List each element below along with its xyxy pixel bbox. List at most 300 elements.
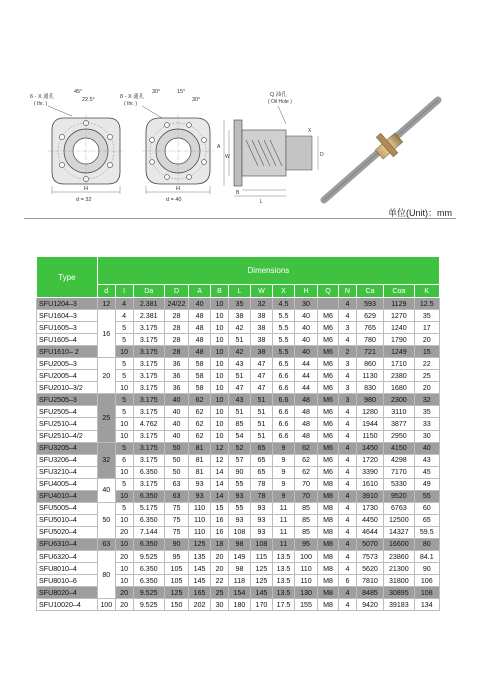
cell-x: 5.5 bbox=[272, 310, 294, 322]
cell-l: 52 bbox=[228, 442, 250, 454]
flange1-thru-label: ( thr. ) bbox=[34, 101, 48, 107]
cell-b: 12 bbox=[211, 454, 229, 466]
cell-q: M6 bbox=[318, 334, 339, 346]
cell-h: 130 bbox=[294, 587, 317, 599]
cell-w: 125 bbox=[250, 563, 272, 575]
cell-x: 13.5 bbox=[272, 550, 294, 562]
cell-da: 3.175 bbox=[133, 442, 164, 454]
cell-type: SFU2510–4/2 bbox=[37, 430, 98, 442]
cell-b: 10 bbox=[211, 394, 229, 406]
cell-coa: 1710 bbox=[384, 358, 414, 370]
cell-w: 51 bbox=[250, 394, 272, 406]
cell-n: 4 bbox=[339, 502, 357, 514]
cell-l: 42 bbox=[228, 346, 250, 358]
cell-da: 3.175 bbox=[133, 370, 164, 382]
flange1-angle1: 45° bbox=[74, 89, 83, 95]
flange2-d-label: d = 40 bbox=[166, 197, 182, 203]
cell-q: M6 bbox=[318, 370, 339, 382]
cell-q: M6 bbox=[318, 406, 339, 418]
cell-h: 48 bbox=[294, 406, 317, 418]
cell-q: M8 bbox=[318, 538, 339, 550]
cell-d: 105 bbox=[164, 575, 188, 587]
column-header-ca: Ca bbox=[356, 285, 383, 298]
cell-da: 6.350 bbox=[133, 466, 164, 478]
cell-q: M6 bbox=[318, 394, 339, 406]
cell-a: 93 bbox=[189, 490, 211, 502]
cell-a: 145 bbox=[189, 575, 211, 587]
cell-a: 62 bbox=[189, 394, 211, 406]
cell-i: 10 bbox=[115, 538, 133, 550]
cell-coa: 23860 bbox=[384, 550, 414, 562]
dim-label-a: A bbox=[217, 144, 221, 150]
cell-x: 6.6 bbox=[272, 406, 294, 418]
cell-l: 149 bbox=[228, 550, 250, 562]
cell-w: 93 bbox=[250, 502, 272, 514]
cell-h: 110 bbox=[294, 563, 317, 575]
cell-n: 4 bbox=[339, 466, 357, 478]
cell-ca: 1450 bbox=[356, 442, 383, 454]
cell-w: 47 bbox=[250, 382, 272, 394]
cell-x: 5.5 bbox=[272, 346, 294, 358]
cell-a: 40 bbox=[189, 298, 211, 310]
cell-d: 16 bbox=[97, 310, 115, 358]
cell-k: 20 bbox=[414, 382, 439, 394]
cell-i: 10 bbox=[115, 418, 133, 430]
cell-d: 40 bbox=[164, 418, 188, 430]
flange-view-6-holes bbox=[30, 89, 124, 203]
cell-l: 51 bbox=[228, 370, 250, 382]
cell-a: 110 bbox=[189, 502, 211, 514]
cell-l: 118 bbox=[228, 575, 250, 587]
cell-w: 38 bbox=[250, 322, 272, 334]
cell-n: 4 bbox=[339, 418, 357, 430]
cell-i: 10 bbox=[115, 346, 133, 358]
cell-a: 93 bbox=[189, 478, 211, 490]
specification-table bbox=[36, 256, 440, 611]
cell-w: 108 bbox=[250, 538, 272, 550]
drawings-svg bbox=[24, 86, 456, 218]
cell-da: 7.144 bbox=[133, 526, 164, 538]
cell-n: 4 bbox=[339, 334, 357, 346]
cell-ca: 4450 bbox=[356, 514, 383, 526]
cell-i: 20 bbox=[115, 526, 133, 538]
cell-q: M8 bbox=[318, 575, 339, 587]
cell-h: 85 bbox=[294, 502, 317, 514]
cell-d: 100 bbox=[97, 599, 115, 611]
table-row bbox=[37, 526, 440, 538]
dim-label-b: B bbox=[236, 190, 240, 196]
cell-k: 90 bbox=[414, 563, 439, 575]
cell-a: 62 bbox=[189, 406, 211, 418]
cell-d: 75 bbox=[164, 514, 188, 526]
cell-n: 4 bbox=[339, 538, 357, 550]
cell-x: 9 bbox=[272, 466, 294, 478]
cell-coa: 1129 bbox=[384, 298, 414, 310]
cell-d: 150 bbox=[164, 599, 188, 611]
cell-n: 4 bbox=[339, 514, 357, 526]
cell-x: 6.6 bbox=[272, 382, 294, 394]
cell-w: 145 bbox=[250, 587, 272, 599]
cell-ca: 1280 bbox=[356, 406, 383, 418]
cell-b: 16 bbox=[211, 526, 229, 538]
cell-coa: 3110 bbox=[384, 406, 414, 418]
cell-d: 125 bbox=[164, 587, 188, 599]
cell-d: 40 bbox=[164, 430, 188, 442]
cell-coa: 1790 bbox=[384, 334, 414, 346]
cell-coa: 4298 bbox=[384, 454, 414, 466]
cell-type: SFU10020–4 bbox=[37, 599, 98, 611]
cell-b: 10 bbox=[211, 358, 229, 370]
cell-d: 50 bbox=[164, 454, 188, 466]
column-header-a: A bbox=[189, 285, 211, 298]
cell-k: 30 bbox=[414, 430, 439, 442]
cell-h: 40 bbox=[294, 334, 317, 346]
cell-q: M6 bbox=[318, 322, 339, 334]
cell-i: 10 bbox=[115, 466, 133, 478]
cell-ca: 1130 bbox=[356, 370, 383, 382]
cell-h: 85 bbox=[294, 526, 317, 538]
cell-i: 10 bbox=[115, 382, 133, 394]
cell-h: 44 bbox=[294, 358, 317, 370]
cell-i: 10 bbox=[115, 514, 133, 526]
column-header-coa: Coa bbox=[384, 285, 414, 298]
cell-i: 20 bbox=[115, 587, 133, 599]
cell-d: 36 bbox=[164, 382, 188, 394]
cell-h: 40 bbox=[294, 310, 317, 322]
cell-i: 4 bbox=[115, 298, 133, 310]
cell-l: 85 bbox=[228, 418, 250, 430]
table-row bbox=[37, 310, 440, 322]
dim-label-d: D bbox=[320, 152, 324, 158]
cell-type: SFU3210–4 bbox=[37, 466, 98, 478]
cell-type: SFU2505–4 bbox=[37, 406, 98, 418]
cell-b: 30 bbox=[211, 599, 229, 611]
cell-n: 4 bbox=[339, 587, 357, 599]
cell-k: 84.1 bbox=[414, 550, 439, 562]
cell-a: 58 bbox=[189, 358, 211, 370]
table-row bbox=[37, 334, 440, 346]
cell-k: 59.5 bbox=[414, 526, 439, 538]
cell-x: 6.5 bbox=[272, 358, 294, 370]
cell-h: 85 bbox=[294, 514, 317, 526]
cell-l: 43 bbox=[228, 358, 250, 370]
cell-coa: 5330 bbox=[384, 478, 414, 490]
cell-q bbox=[318, 298, 339, 310]
cell-da: 9.525 bbox=[133, 599, 164, 611]
cell-d: 32 bbox=[97, 442, 115, 478]
table-row bbox=[37, 490, 440, 502]
cell-n: 4 bbox=[339, 490, 357, 502]
cell-l: 38 bbox=[228, 310, 250, 322]
cell-q: M6 bbox=[318, 346, 339, 358]
cell-ca: 780 bbox=[356, 334, 383, 346]
cell-d: 105 bbox=[164, 563, 188, 575]
column-header-q: Q bbox=[318, 285, 339, 298]
cell-coa: 21300 bbox=[384, 563, 414, 575]
cell-i: 6 bbox=[115, 454, 133, 466]
cell-l: 93 bbox=[228, 490, 250, 502]
cell-k: 55 bbox=[414, 490, 439, 502]
cell-b: 10 bbox=[211, 406, 229, 418]
nut-side-view bbox=[217, 90, 324, 205]
column-header-b: B bbox=[211, 285, 229, 298]
cell-k: 80 bbox=[414, 538, 439, 550]
cell-type: SFU2010–3/2 bbox=[37, 382, 98, 394]
cell-type: SFU1610– 2 bbox=[37, 346, 98, 358]
cell-x: 11 bbox=[272, 514, 294, 526]
cell-a: 110 bbox=[189, 526, 211, 538]
cell-coa: 9520 bbox=[384, 490, 414, 502]
cell-h: 100 bbox=[294, 550, 317, 562]
column-header-h: H bbox=[294, 285, 317, 298]
cell-b: 10 bbox=[211, 430, 229, 442]
cell-q: M6 bbox=[318, 418, 339, 430]
cell-a: 48 bbox=[189, 334, 211, 346]
cell-da: 3.175 bbox=[133, 346, 164, 358]
cell-l: 90 bbox=[228, 466, 250, 478]
cell-da: 6.350 bbox=[133, 538, 164, 550]
cell-h: 70 bbox=[294, 478, 317, 490]
cell-a: 110 bbox=[189, 514, 211, 526]
cell-i: 5 bbox=[115, 478, 133, 490]
oil-hole-label: Q 油孔 bbox=[270, 92, 287, 98]
cell-b: 10 bbox=[211, 346, 229, 358]
cell-b: 18 bbox=[211, 538, 229, 550]
cell-da: 9.525 bbox=[133, 550, 164, 562]
cell-w: 93 bbox=[250, 526, 272, 538]
cell-q: M6 bbox=[318, 466, 339, 478]
column-header-i: I bbox=[115, 285, 133, 298]
oil-hole-en-label: ( Oil Hole ) bbox=[268, 99, 292, 105]
cell-da: 3.175 bbox=[133, 358, 164, 370]
cell-k: 12.5 bbox=[414, 298, 439, 310]
cell-l: 108 bbox=[228, 526, 250, 538]
cell-k: 33 bbox=[414, 418, 439, 430]
cell-k: 106 bbox=[414, 575, 439, 587]
cell-type: SFU3205–4 bbox=[37, 442, 98, 454]
cell-b: 14 bbox=[211, 466, 229, 478]
cell-ca: 7573 bbox=[356, 550, 383, 562]
cell-ca: 9420 bbox=[356, 599, 383, 611]
cell-x: 11 bbox=[272, 538, 294, 550]
spec-table-body bbox=[37, 298, 440, 611]
cell-ca: 1150 bbox=[356, 430, 383, 442]
cell-k: 35 bbox=[414, 406, 439, 418]
cell-b: 10 bbox=[211, 334, 229, 346]
cell-x: 17.5 bbox=[272, 599, 294, 611]
cell-q: M8 bbox=[318, 478, 339, 490]
cell-coa: 2380 bbox=[384, 370, 414, 382]
cell-q: M6 bbox=[318, 442, 339, 454]
cell-x: 9 bbox=[272, 442, 294, 454]
cell-x: 9 bbox=[272, 478, 294, 490]
cell-da: 2.381 bbox=[133, 310, 164, 322]
cell-k: 20 bbox=[414, 334, 439, 346]
cell-n: 4 bbox=[339, 370, 357, 382]
cell-type: SFU2505–3 bbox=[37, 394, 98, 406]
cell-type: SFU8020–4 bbox=[37, 587, 98, 599]
cell-b: 14 bbox=[211, 478, 229, 490]
cell-type: SFU6320–4 bbox=[37, 550, 98, 562]
cell-d: 28 bbox=[164, 346, 188, 358]
cell-w: 115 bbox=[250, 550, 272, 562]
cell-d: 40 bbox=[97, 478, 115, 502]
cell-d: 12 bbox=[97, 298, 115, 310]
cell-da: 3.175 bbox=[133, 394, 164, 406]
cell-n: 4 bbox=[339, 442, 357, 454]
cell-da: 6.350 bbox=[133, 514, 164, 526]
cell-da: 3.175 bbox=[133, 322, 164, 334]
cell-n: 4 bbox=[339, 550, 357, 562]
cell-coa: 1270 bbox=[384, 310, 414, 322]
cell-type: SFU1604–3 bbox=[37, 310, 98, 322]
dim-label-l: L bbox=[260, 199, 263, 205]
cell-q: M8 bbox=[318, 599, 339, 611]
cell-h: 95 bbox=[294, 538, 317, 550]
spec-table bbox=[36, 256, 440, 611]
cell-b: 14 bbox=[211, 490, 229, 502]
ball-screw-photo bbox=[324, 100, 438, 200]
cell-l: 154 bbox=[228, 587, 250, 599]
cell-i: 10 bbox=[115, 490, 133, 502]
cell-type: SFU1605–3 bbox=[37, 322, 98, 334]
cell-ca: 1944 bbox=[356, 418, 383, 430]
cell-x: 13.5 bbox=[272, 587, 294, 599]
column-header-k: K bbox=[414, 285, 439, 298]
cell-w: 65 bbox=[250, 442, 272, 454]
table-row bbox=[37, 575, 440, 587]
cell-d: 40 bbox=[164, 394, 188, 406]
cell-w: 51 bbox=[250, 418, 272, 430]
cell-k: 17 bbox=[414, 322, 439, 334]
cell-da: 4.762 bbox=[133, 418, 164, 430]
cell-l: 180 bbox=[228, 599, 250, 611]
cell-ca: 5070 bbox=[356, 538, 383, 550]
cell-h: 48 bbox=[294, 418, 317, 430]
cell-l: 51 bbox=[228, 334, 250, 346]
cell-q: M8 bbox=[318, 526, 339, 538]
flange1-h-label: H bbox=[84, 186, 88, 192]
flange2-angle3: 30° bbox=[192, 97, 201, 103]
cell-coa: 39183 bbox=[384, 599, 414, 611]
cell-l: 42 bbox=[228, 322, 250, 334]
flange1-angle2: 22.5° bbox=[82, 97, 95, 103]
cell-k: 35 bbox=[414, 310, 439, 322]
cell-b: 20 bbox=[211, 550, 229, 562]
cell-i: 5 bbox=[115, 334, 133, 346]
cell-d: 95 bbox=[164, 550, 188, 562]
cell-k: 15 bbox=[414, 346, 439, 358]
flange-view-8-holes bbox=[120, 89, 214, 203]
table-row bbox=[37, 563, 440, 575]
cell-a: 62 bbox=[189, 418, 211, 430]
cell-x: 13.5 bbox=[272, 563, 294, 575]
cell-w: 38 bbox=[250, 334, 272, 346]
cell-da: 9.525 bbox=[133, 587, 164, 599]
cell-q: M8 bbox=[318, 563, 339, 575]
cell-i: 10 bbox=[115, 430, 133, 442]
cell-d: 28 bbox=[164, 310, 188, 322]
cell-coa: 30895 bbox=[384, 587, 414, 599]
table-row bbox=[37, 550, 440, 562]
cell-n: 4 bbox=[339, 310, 357, 322]
cell-i: 10 bbox=[115, 575, 133, 587]
cell-b: 12 bbox=[211, 442, 229, 454]
cell-coa: 2950 bbox=[384, 430, 414, 442]
cell-n: 4 bbox=[339, 406, 357, 418]
table-row bbox=[37, 406, 440, 418]
cell-w: 125 bbox=[250, 575, 272, 587]
dimensions-header: Dimensions bbox=[97, 257, 439, 285]
flange2-holes-label: 8 - X 通孔 bbox=[120, 94, 145, 100]
cell-type: SFU4010–4 bbox=[37, 490, 98, 502]
table-row bbox=[37, 454, 440, 466]
cell-k: 60 bbox=[414, 502, 439, 514]
cell-l: 57 bbox=[228, 454, 250, 466]
cell-d: 36 bbox=[164, 370, 188, 382]
cell-l: 54 bbox=[228, 430, 250, 442]
cell-ca: 721 bbox=[356, 346, 383, 358]
cell-coa: 1240 bbox=[384, 322, 414, 334]
cell-type: SFU5005–4 bbox=[37, 502, 98, 514]
cell-coa: 14327 bbox=[384, 526, 414, 538]
table-row bbox=[37, 430, 440, 442]
cell-da: 3.175 bbox=[133, 454, 164, 466]
cell-w: 65 bbox=[250, 454, 272, 466]
cell-q: M8 bbox=[318, 550, 339, 562]
cell-ca: 1720 bbox=[356, 454, 383, 466]
cell-ca: 980 bbox=[356, 394, 383, 406]
cell-i: 5 bbox=[115, 370, 133, 382]
cell-n: 4 bbox=[339, 599, 357, 611]
type-header: Type bbox=[37, 257, 98, 298]
table-row bbox=[37, 394, 440, 406]
cell-i: 20 bbox=[115, 599, 133, 611]
cell-type: SFU6310–4 bbox=[37, 538, 98, 550]
cell-l: 55 bbox=[228, 478, 250, 490]
cell-q: M8 bbox=[318, 490, 339, 502]
flange2-angle2: 15° bbox=[177, 89, 186, 95]
cell-d: 28 bbox=[164, 334, 188, 346]
table-row bbox=[37, 478, 440, 490]
cell-k: 43 bbox=[414, 454, 439, 466]
cell-h: 70 bbox=[294, 490, 317, 502]
cell-w: 38 bbox=[250, 310, 272, 322]
column-header-w: W bbox=[250, 285, 272, 298]
cell-da: 6.350 bbox=[133, 575, 164, 587]
column-header-row bbox=[37, 285, 440, 298]
cell-coa: 1249 bbox=[384, 346, 414, 358]
cell-a: 202 bbox=[189, 599, 211, 611]
cell-d: 25 bbox=[97, 394, 115, 442]
cell-ca: 593 bbox=[356, 298, 383, 310]
cell-b: 20 bbox=[211, 563, 229, 575]
cell-l: 47 bbox=[228, 382, 250, 394]
cell-k: 40 bbox=[414, 442, 439, 454]
cell-da: 3.175 bbox=[133, 382, 164, 394]
cell-d: 40 bbox=[164, 406, 188, 418]
cell-type: SFU5020–4 bbox=[37, 526, 98, 538]
cell-da: 3.175 bbox=[133, 478, 164, 490]
table-row bbox=[37, 370, 440, 382]
column-header-d: D bbox=[164, 285, 188, 298]
cell-h: 62 bbox=[294, 466, 317, 478]
cell-l: 93 bbox=[228, 514, 250, 526]
cell-k: 134 bbox=[414, 599, 439, 611]
cell-n: 4 bbox=[339, 454, 357, 466]
dim-label-x: X bbox=[308, 128, 312, 134]
column-header-x: X bbox=[272, 285, 294, 298]
